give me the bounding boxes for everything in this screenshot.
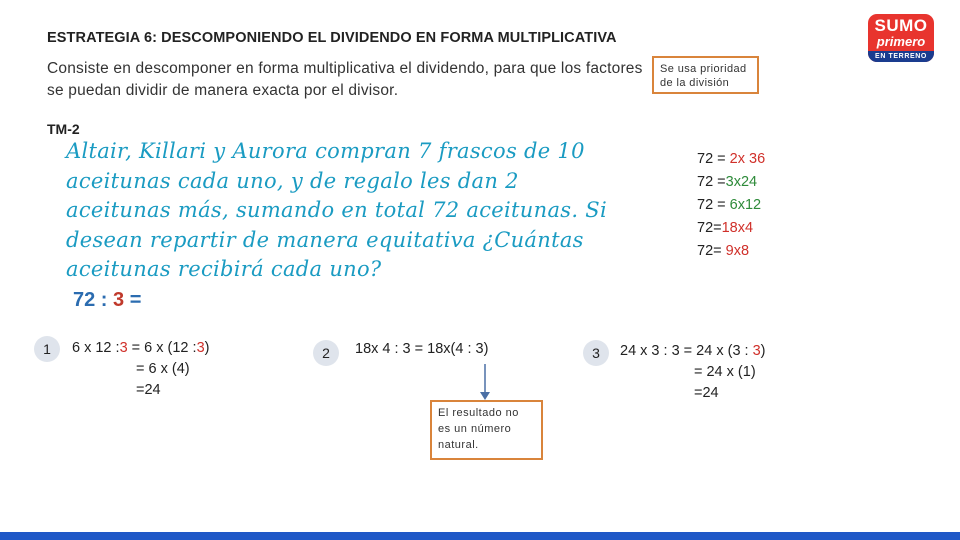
problem-statement: Altair, Killari y Aurora compran 7 frascos de 10 aceitunas cada uno, y de regalo les dan 2 aceitunas más, sumando en total 72 aceitunas. Si desean repartir de manera equitativa ¿Cuántas aceitunas recibirá cada uno? — [66, 139, 607, 281]
logo-line-3: EN TERRENO — [868, 51, 934, 62]
main-division-equation: 72 : 3 = — [73, 289, 142, 311]
method-3-line-1: 24 x 3 : 3 = 24 x (3 : 3) — [620, 343, 766, 359]
decomposition-item: 72 = 2x 36 — [697, 151, 766, 167]
priority-note-box: Se usa prioridad de la división — [652, 56, 759, 94]
footer-bar — [0, 532, 960, 540]
method-2-work: 18x 4 : 3 = 18x(4 : 3) — [355, 341, 489, 357]
result-note-box: El resultado no es un número natural. — [430, 400, 543, 460]
method-2-number-badge: 2 — [313, 340, 339, 366]
method-3-work — [620, 341, 766, 404]
method-1-work — [72, 338, 209, 401]
decomposition-item: 72= 9x8 — [697, 243, 750, 259]
method-3-line-3: =24 — [694, 385, 719, 401]
down-arrow-icon — [480, 364, 490, 400]
method-1-line-3: =24 — [136, 382, 161, 398]
strategy-description: Consiste en descomponer en forma multiplicativa el dividendo, para que los factores se puedan dividir de manera exacta por el divisor. — [47, 60, 643, 99]
decomposition-item: 72=18x4 — [697, 220, 754, 236]
logo-line-1: SUMO — [874, 16, 928, 35]
tm-label: TM-2 — [47, 121, 80, 137]
logo-line-2: primero — [876, 34, 926, 49]
decomposition-item: 72 =3x24 — [697, 174, 758, 190]
page-title: ESTRATEGIA 6: DESCOMPONIENDO EL DIVIDENDO EN FORMA MULTIPLICATIVA — [47, 30, 617, 46]
method-3-line-2: = 24 x (1) — [694, 364, 756, 380]
method-1-number-badge: 1 — [34, 336, 60, 362]
sumo-primero-logo — [868, 14, 934, 62]
decomposition-list — [697, 148, 765, 263]
method-1-line-1: 6 x 12 :3 = 6 x (12 :3) — [72, 340, 210, 356]
decomposition-item: 72 = 6x12 — [697, 197, 762, 213]
method-3-number-badge: 3 — [583, 340, 609, 366]
method-1-line-2: = 6 x (4) — [136, 361, 190, 377]
